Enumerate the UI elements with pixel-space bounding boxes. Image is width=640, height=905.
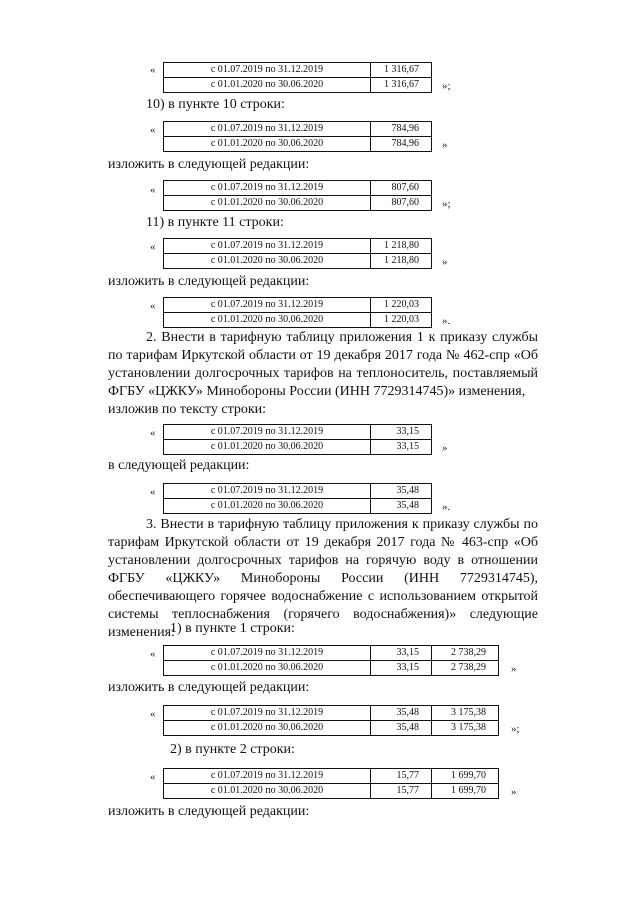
- period-cell: с 01.07.2019 по 31.12.2019: [164, 63, 371, 78]
- value-cell: 2 738,29: [432, 646, 499, 661]
- value-cell: 35,48: [371, 484, 432, 499]
- table-row: [164, 661, 499, 676]
- tariff-table: [163, 705, 499, 736]
- instruction-text: изложить в следующей редакции:: [108, 680, 310, 695]
- table-row: [164, 721, 499, 736]
- table-row: [164, 78, 432, 93]
- value-cell: 1 218,80: [371, 239, 432, 254]
- period-cell: с 01.07.2019 по 31.12.2019: [164, 425, 371, 440]
- open-quote: «: [150, 708, 156, 720]
- value-cell: 35,48: [371, 721, 432, 736]
- open-quote: «: [150, 241, 156, 253]
- table-row: [164, 298, 432, 313]
- value-cell: 807,60: [371, 181, 432, 196]
- paragraph-2: 2. Внести в тарифную таблицу приложения 1 к приказу службы по тарифам Иркутской области от 19 декабря 2017 года № 462-спр «Об установлении долгосрочных тарифов на теплоноситель, поставляемый ФГБУ «ЦЖКУ» Минобороны России (ИНН 7729314745)» изменения,: [108, 330, 538, 399]
- close-quote: »: [511, 786, 517, 798]
- value-cell: 33,15: [371, 661, 432, 676]
- table-row: [164, 254, 432, 269]
- table-row: [164, 239, 432, 254]
- value-cell: 807,60: [371, 196, 432, 211]
- period-cell: с 01.07.2019 по 31.12.2019: [164, 484, 371, 499]
- open-quote: «: [150, 300, 156, 312]
- period-cell: с 01.01.2020 по 30.06.2020: [164, 313, 371, 328]
- table-row: [164, 499, 432, 514]
- period-cell: с 01.07.2019 по 31.12.2019: [164, 646, 371, 661]
- value-cell: 1 218,80: [371, 254, 432, 269]
- value-cell: 35,48: [371, 706, 432, 721]
- tariff-table: [163, 62, 432, 93]
- table-row: [164, 484, 432, 499]
- value-cell: 3 175,38: [432, 706, 499, 721]
- open-quote: «: [150, 124, 156, 136]
- paragraph-3: 3. Внести в тарифную таблицу приложения к приказу службы по тарифам Иркутской области от 19 декабря 2017 года № 463-спр «Об установлении долгосрочных тарифов на горячую воду в отношении ФГБУ «ЦЖКУ» Минобороны России (ИНН 7729314745), обеспечивающего горячее водоснабжение с использованием открытой системы теплоснабжения (горячего водоснабжения)» следующие изменения:: [108, 517, 538, 640]
- instruction-text: изложить в следующей редакции:: [108, 804, 310, 819]
- tariff-table: [163, 121, 432, 152]
- close-quote: »: [511, 663, 517, 675]
- table-row: [164, 646, 499, 661]
- value-cell: 1 220,03: [371, 298, 432, 313]
- value-cell: 784,96: [371, 122, 432, 137]
- period-cell: с 01.01.2020 по 30.06.2020: [164, 78, 371, 93]
- open-quote: «: [150, 427, 156, 439]
- tariff-table: [163, 238, 432, 269]
- close-quote: »;: [442, 80, 451, 92]
- value-cell: 1 699,70: [432, 769, 499, 784]
- table-row: [164, 706, 499, 721]
- period-cell: с 01.01.2020 по 30.06.2020: [164, 499, 371, 514]
- table-row: [164, 425, 432, 440]
- close-quote: ».: [442, 501, 451, 513]
- value-cell: 1 220,03: [371, 313, 432, 328]
- value-cell: 2 738,29: [432, 661, 499, 676]
- tariff-table: [163, 424, 432, 455]
- close-quote: »: [442, 256, 448, 268]
- period-cell: с 01.01.2020 по 30.06.2020: [164, 721, 371, 736]
- open-quote: «: [150, 64, 156, 76]
- tariff-table: [163, 297, 432, 328]
- period-cell: с 01.07.2019 по 31.12.2019: [164, 706, 371, 721]
- item-heading: 10) в пункте 10 строки:: [146, 97, 285, 112]
- value-cell: 35,48: [371, 499, 432, 514]
- period-cell: с 01.07.2019 по 31.12.2019: [164, 298, 371, 313]
- table-row: [164, 181, 432, 196]
- close-quote: »;: [442, 198, 451, 210]
- period-cell: с 01.01.2020 по 30.06.2020: [164, 661, 371, 676]
- value-cell: 1 316,67: [371, 78, 432, 93]
- table-row: [164, 313, 432, 328]
- period-cell: с 01.01.2020 по 30.06.2020: [164, 254, 371, 269]
- tariff-table: [163, 768, 499, 799]
- table-row: [164, 784, 499, 799]
- period-cell: с 01.07.2019 по 31.12.2019: [164, 769, 371, 784]
- instruction-text: в следующей редакции:: [108, 458, 250, 473]
- tariff-table: [163, 180, 432, 211]
- table-row: [164, 196, 432, 211]
- period-cell: с 01.07.2019 по 31.12.2019: [164, 122, 371, 137]
- value-cell: 784,96: [371, 137, 432, 152]
- period-cell: с 01.07.2019 по 31.12.2019: [164, 239, 371, 254]
- item-heading: 11) в пункте 11 строки:: [146, 215, 284, 230]
- value-cell: 33,15: [371, 440, 432, 455]
- instruction-text: изложив по тексту строки:: [108, 402, 267, 417]
- open-quote: «: [150, 486, 156, 498]
- close-quote: ».: [442, 315, 451, 327]
- period-cell: с 01.07.2019 по 31.12.2019: [164, 181, 371, 196]
- item-heading: 2) в пункте 2 строки:: [170, 742, 295, 757]
- period-cell: с 01.01.2020 по 30.06.2020: [164, 440, 371, 455]
- table-row: [164, 440, 432, 455]
- value-cell: 3 175,38: [432, 721, 499, 736]
- table-row: [164, 769, 499, 784]
- value-cell: 1 316,67: [371, 63, 432, 78]
- instruction-text: изложить в следующей редакции:: [108, 157, 310, 172]
- close-quote: »: [442, 442, 448, 454]
- period-cell: с 01.01.2020 по 30.06.2020: [164, 137, 371, 152]
- item-heading: 1) в пункте 1 строки:: [170, 621, 295, 636]
- value-cell: 33,15: [371, 425, 432, 440]
- period-cell: с 01.01.2020 по 30.06.2020: [164, 784, 371, 799]
- table-row: [164, 122, 432, 137]
- value-cell: 33,15: [371, 646, 432, 661]
- value-cell: 15,77: [371, 769, 432, 784]
- open-quote: «: [150, 648, 156, 660]
- tariff-table: [163, 483, 432, 514]
- table-row: [164, 137, 432, 152]
- value-cell: 15,77: [371, 784, 432, 799]
- open-quote: «: [150, 771, 156, 783]
- table-row: [164, 63, 432, 78]
- value-cell: 1 699,70: [432, 784, 499, 799]
- instruction-text: изложить в следующей редакции:: [108, 274, 310, 289]
- close-quote: »;: [511, 723, 520, 735]
- tariff-table: [163, 645, 499, 676]
- open-quote: «: [150, 184, 156, 196]
- close-quote: »: [442, 139, 448, 151]
- period-cell: с 01.01.2020 по 30.06.2020: [164, 196, 371, 211]
